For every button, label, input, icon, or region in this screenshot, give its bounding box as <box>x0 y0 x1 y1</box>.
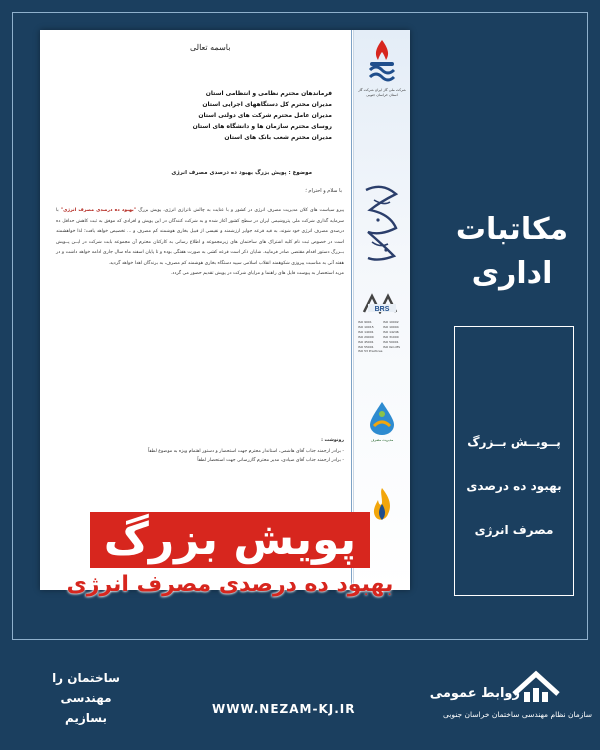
brs-logo-icon <box>358 292 406 314</box>
cert-list <box>358 320 406 349</box>
letter-heading: باسمه تعالی <box>190 43 231 52</box>
letter-sidebar <box>353 30 410 590</box>
headline-main: پویش بزرگ <box>90 512 370 568</box>
drop-caption: مدیریت مصرف <box>370 438 394 442</box>
body-paragraph-2: مزید استحضار به پیوست فایل های راهنما و مزایای شرکت در پویش تقدیم حضور می گردد. <box>170 271 344 276</box>
side-caption <box>454 420 574 552</box>
cert-item: ISO IGC-MS <box>383 345 400 349</box>
letter-greeting: با سلام و احترام ؛ <box>305 188 342 194</box>
cc-title: رونوشت : <box>321 438 344 443</box>
side-caption-line: بهبود ده درصدی <box>466 479 562 493</box>
addressee-line: مدیران عامل محترم شرکت های دولتی استان <box>198 112 332 119</box>
headline-sub: بهبود ده درصدی مصرف انرژی <box>66 572 394 597</box>
cc-line: - برادر ارجمند جناب آقای هاشمی، استاندار محترم جهت استحضار و دستور اهتمام ویژه به موضوع لطفاً <box>147 449 344 454</box>
letter-subject <box>171 170 312 176</box>
cert-item: ISO 45001 <box>358 340 374 344</box>
body-paragraph-rest: با سرمایه گذاری شرکت ملی پتروشیمی ایران در سطح کشور آغاز شده و به شرکت کنندگان در این پویش و افرادی که موفق به ثبت کاهش حداقل ده درصدی مصرف انرژی خود شوند، به قید قرعه جوایز ارزشمند و نفیسی از قبیل بخاری هوشمند کم مصرف و ... تخصیص خواهد یافت؛ لذا خواهشمند است در خصوص ثبت نام کلیه اشتراک های ساختمان های زیرمجموعه و اطلاع رسانی به کارکنان محترم آن مجموعه بابت شرکت در ایــن پــویش بــزرگ دستور اقدام مقتضی صادر فرمایید. شایان ذکر است قرعه کشی به صورت هفتگی بوده و تا پایان اسفند ماه سال جاری ادامه خواهد داشت و در هفته آتی به مناسبت پیروزی شکوهمند انقلاب اسلامی سپید دستگاه بخاری هوشمند کم مصرف، به برندگان اهدا خواهد گردید. <box>56 208 344 266</box>
cert-item: ISO 10004 <box>383 325 399 329</box>
letter-document <box>40 30 410 590</box>
calligraphy-logo-icon <box>360 180 404 270</box>
subject-label: موضوع : <box>288 170 312 176</box>
cert-brand: BRS <box>374 306 390 313</box>
cert-item: ISO 53 Practices <box>358 349 383 353</box>
footer <box>0 650 600 750</box>
gas-company-logo-icon <box>362 36 402 86</box>
logo-caption: شرکت ملی گاز ایران شرکت گاز استان خراسان جنوبی <box>358 88 406 97</box>
cert-item: ISO 31000 <box>383 335 399 339</box>
sidebar-divider <box>351 30 352 590</box>
water-drop-logo-icon <box>368 400 396 436</box>
side-title-line: مکاتبات <box>455 212 569 247</box>
iso-certificates <box>358 292 406 353</box>
carbon-copy <box>56 436 344 465</box>
body-paragraph-start: پیرو سیاست های کلان مدیریت مصرف انرژی در کشور و با عنایت به چالش ناترازی انرژی، پویش بزرگ <box>138 208 344 213</box>
addressee-line: مدیران محترم کل دستگاههای اجرایی استان <box>202 101 332 108</box>
body-highlight: "بهبود ده درصدی مصرف انرژی" <box>60 208 137 213</box>
cert-item: ISO 29000 <box>358 335 374 339</box>
pr-subtitle: سازمان نظام مهندسی ساختمان خراسان جنوبی <box>443 710 592 719</box>
cert-item: ISO 14001 <box>358 330 374 334</box>
footer-slogan <box>26 668 146 728</box>
cert-item: ISO 10002 <box>383 320 399 324</box>
subject-text: پویش بزرگ بهبود ده درصدی مصرف انرژی <box>171 170 287 176</box>
addressee-line: فرماندهان محترم نظامی و انتظامی استان <box>205 90 332 97</box>
cc-line: - برادر ارجمند جناب آقای صیادی، مدیر محترم گازرسانی جهت استحضار لطفاً <box>197 458 344 463</box>
website-link[interactable]: WWW.NEZAM-KJ.IR <box>212 702 356 716</box>
cert-item: ISO 55001 <box>358 345 374 349</box>
side-title <box>444 208 580 296</box>
side-caption-line: مصرف انرژی <box>474 523 554 537</box>
side-caption-line: پــویــش بــزرگ <box>467 435 561 449</box>
addressee-line: مدیران محترم شعب بانک های استان <box>224 134 332 141</box>
slogan-line: بسازیم <box>64 711 108 725</box>
side-title-line: اداری <box>471 256 553 291</box>
cert-item: ISO 50001 <box>383 340 399 344</box>
letter-body <box>56 206 344 280</box>
slogan-line: مهندسی <box>60 691 112 705</box>
pr-title: روابط عمومی <box>429 686 520 701</box>
addressee-list <box>193 88 332 143</box>
headline-banner <box>50 512 410 600</box>
cert-item: ISO 14246 <box>383 330 399 334</box>
slogan-line: ساختمان را <box>52 671 120 685</box>
cert-item: ISO 9001 <box>358 320 372 324</box>
addressee-line: روسای محترم سازمان ها و دانشگاه های استان <box>192 123 332 130</box>
cert-item: ISO 10015 <box>358 325 374 329</box>
